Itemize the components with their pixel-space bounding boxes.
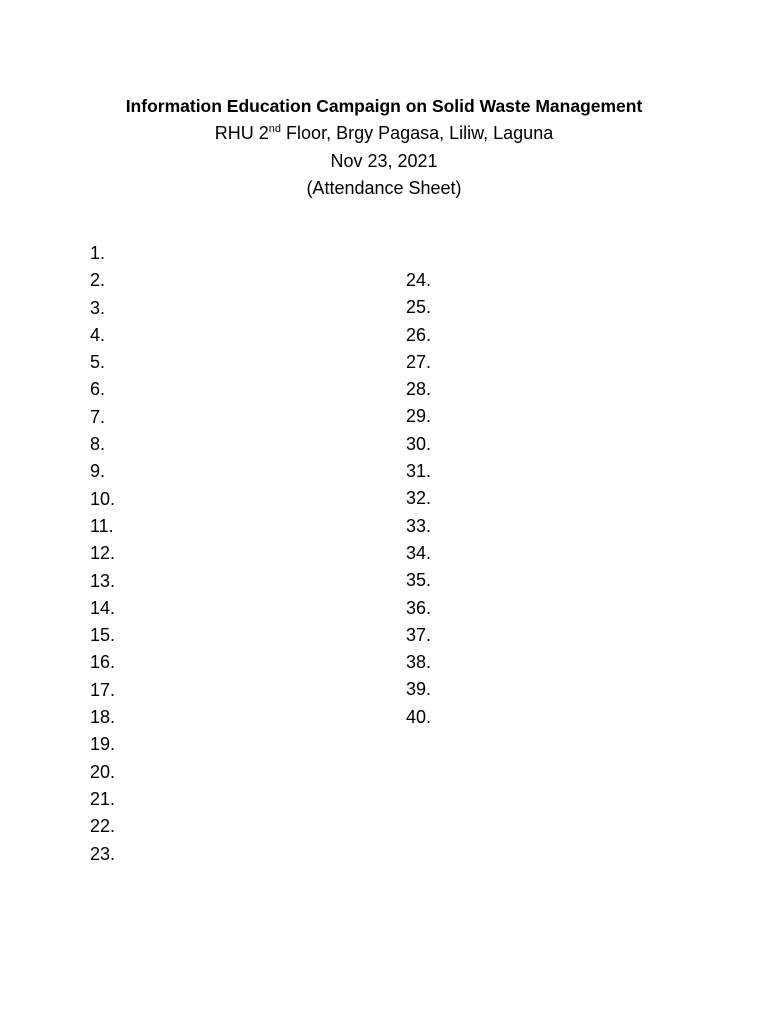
attendance-entry-number: 27. (406, 351, 432, 372)
attendance-entry-number: 6. (90, 379, 106, 400)
attendance-entry-number: 22. (90, 816, 116, 837)
document-header (0, 93, 768, 202)
attendance-entry-number: 36. (406, 597, 432, 618)
attendance-entry-number: 28. (406, 379, 432, 400)
attendance-entry-number: 23. (90, 843, 116, 864)
attendance-entry-number: 21. (90, 788, 116, 809)
attendance-entry-number: 14. (90, 597, 116, 618)
attendance-entry-number: 4. (90, 324, 106, 345)
attendance-entry-number: 5. (90, 352, 106, 373)
attendance-entry-number: 32. (406, 488, 432, 509)
attendance-entry-number: 20. (90, 761, 116, 782)
attendance-entry-number: 1. (90, 243, 106, 263)
attendance-entry-number: 15. (90, 625, 116, 646)
attendance-entry-number: 35. (406, 570, 432, 591)
attendance-entry-number: 13. (90, 570, 116, 591)
attendance-entry-number: 25. (406, 297, 432, 318)
attendance-entry-number: 2. (90, 270, 106, 291)
attendance-entry-number: 18. (90, 707, 116, 728)
attendance-entry-number: 10. (90, 488, 116, 509)
document-subtitle: (Attendance Sheet) (306, 177, 462, 198)
location-suffix: Floor, Brgy Pagasa, Liliw, Laguna (281, 123, 554, 144)
attendance-entry-number: 29. (406, 406, 432, 427)
attendance-entry-number: 37. (406, 624, 432, 645)
attendance-entry-number: 26. (406, 324, 432, 345)
attendance-entry-number: 16. (90, 652, 116, 673)
attendance-entry-number: 39. (406, 679, 432, 700)
attendance-entry-number: 11. (90, 515, 114, 536)
attendance-entry-number: 9. (90, 461, 106, 482)
attendance-entry-number: 17. (90, 679, 116, 700)
attendance-entry-number: 34. (406, 542, 432, 563)
attendance-entry-number: 31. (406, 461, 432, 482)
document-title: Information Education Campaign on Solid Waste Management (125, 96, 643, 116)
attendance-entry-number: 3. (90, 297, 106, 318)
attendance-entry-number: 19. (90, 734, 116, 755)
attendance-entry-number: 33. (406, 515, 432, 536)
event-date: Nov 23, 2021 (330, 150, 438, 171)
attendance-entry-number: 40. (406, 706, 432, 727)
attendance-entry-number: 30. (406, 433, 432, 454)
location-ordinal-suffix: nd (268, 123, 282, 136)
attendance-entry-number: 38. (406, 652, 432, 673)
attendance-entry-number: 7. (90, 406, 106, 427)
attendance-entry-number: 24. (406, 270, 432, 290)
attendance-list-right (406, 267, 431, 731)
attendance-list-left (90, 240, 115, 868)
location-prefix: RHU 2 (214, 123, 269, 144)
attendance-entry-number: 12. (90, 543, 116, 564)
location-line (0, 120, 768, 147)
attendance-entry-number: 8. (90, 434, 106, 455)
